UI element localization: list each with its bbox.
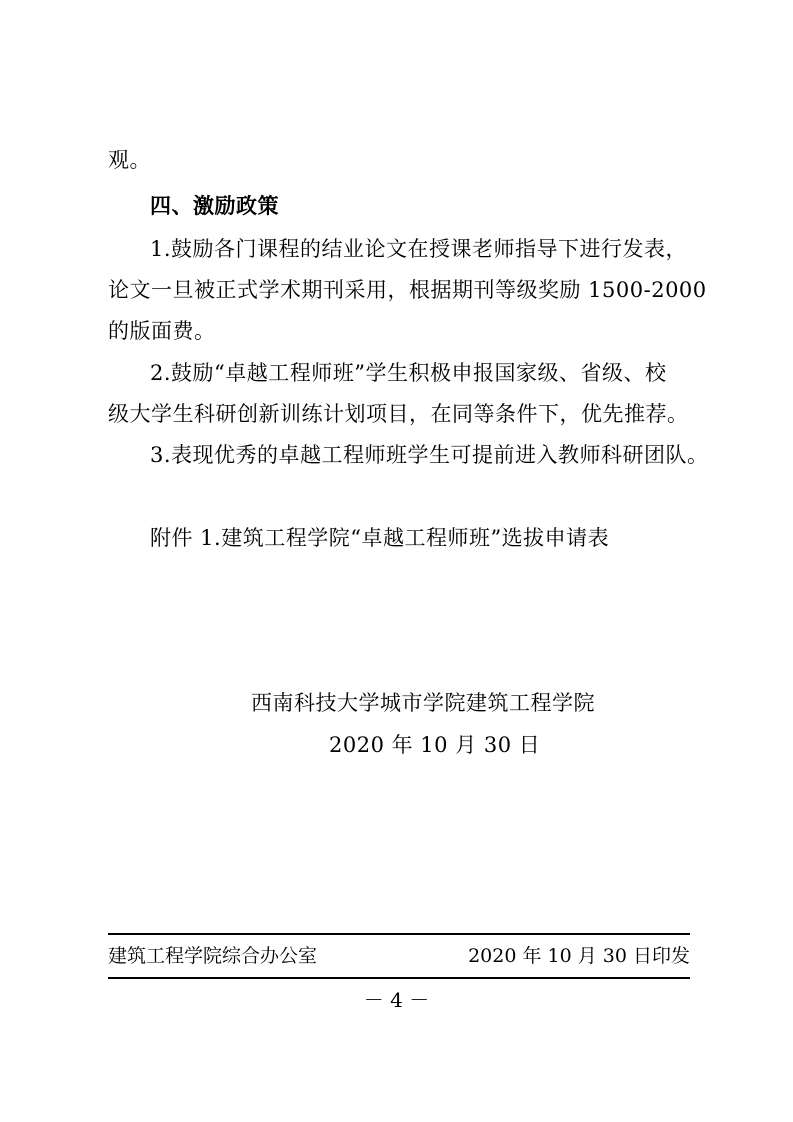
continuation-text: 观。	[108, 148, 151, 172]
item3-line1: 3.表现优秀的卓越工程师班学生可提前进入教师科研团队。	[150, 443, 709, 467]
item1-line3: 的版面费。	[108, 319, 216, 343]
footer-top-rule	[108, 933, 690, 935]
attachment-line: 附件 1.建筑工程学院“卓越工程师班”选拔申请表	[150, 526, 610, 550]
page-number: － 4 －	[363, 988, 430, 1012]
item1-line2: 论文一旦被正式学术期刊采用，根据期刊等级奖励 1500-2000	[108, 278, 707, 302]
footer-office: 建筑工程学院综合办公室	[108, 945, 318, 967]
item1-line1: 1.鼓励各门课程的结业论文在授课老师指导下进行发表，	[150, 237, 688, 261]
signature-org: 西南科技大学城市学院建筑工程学院	[251, 691, 595, 715]
signature-date: 2020 年 10 月 30 日	[329, 733, 541, 757]
section-heading: 四、激励政策	[150, 194, 279, 218]
item2-line1: 2.鼓励“卓越工程师班”学生积极申报国家级、省级、校	[150, 361, 667, 385]
footer-issued-date: 2020 年 10 月 30 日印发	[468, 945, 690, 967]
item2-line2: 级大学生科研创新训练计划项目，在同等条件下，优先推荐。	[108, 402, 689, 426]
footer-bottom-rule	[108, 977, 690, 979]
